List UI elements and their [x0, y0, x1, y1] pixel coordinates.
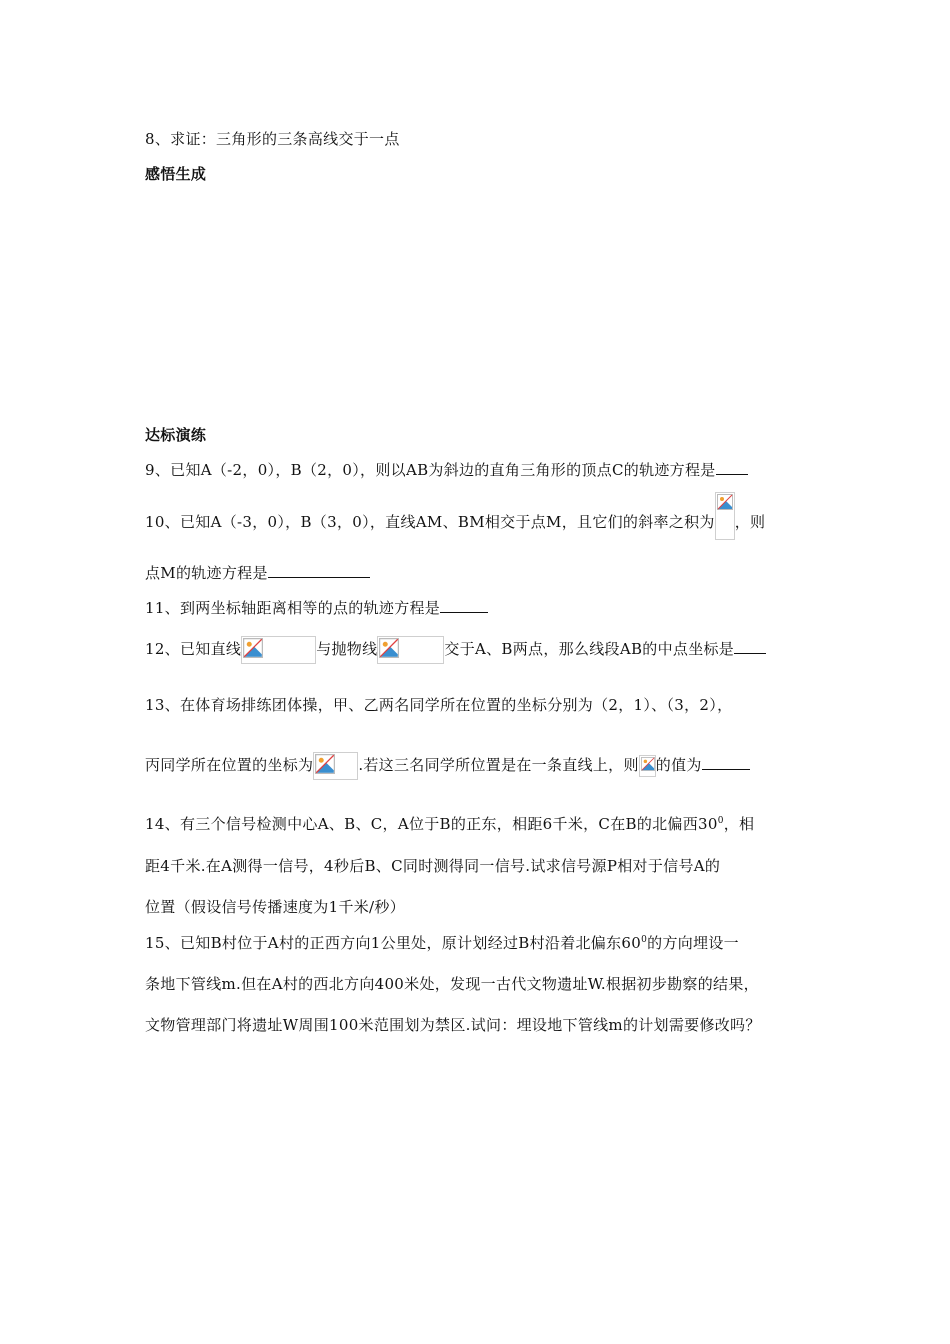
answer-blank: [268, 563, 370, 578]
answer-blank: [734, 639, 766, 654]
formula-image-placeholder: [715, 492, 735, 540]
question-14-line-1: [145, 813, 754, 834]
question-13-continued: [145, 752, 750, 780]
question-11: [145, 597, 488, 618]
question-15-line-3: 文物管理部门将遗址W周围100米范围划为禁区.试问：埋设地下管线m的计划需要修改吗？: [145, 1016, 761, 1034]
question-15-line-2: 条地下管线m.但在A村的西北方向400米处，发现一古代文物遗址W.根据初步勘察的结果，: [145, 975, 759, 993]
question-13-text-d: 的值为: [655, 756, 702, 774]
formula-image-placeholder: [377, 636, 444, 664]
question-9: [145, 459, 748, 480]
question-10-text-c: 点M的轨迹方程是: [145, 564, 268, 582]
question-10-text-b: ，则: [734, 513, 766, 531]
question-8: 8、求证：三角形的三条高线交于一点: [145, 130, 400, 148]
question-14-text-a: 14、有三个信号检测中心A、B、C，A位于B的正东，相距6千米，C在B的北偏西30: [145, 815, 718, 833]
question-14-line-2: 距4千米.在A测得一信号，4秒后B、C同时测得同一信号.试求信号源P相对于信号A的: [145, 857, 721, 875]
question-15-text-a: 15、已知B村位于A村的正西方向1公里处，原计划经过B村沿着北偏东60: [145, 934, 642, 952]
degree-superscript: 0: [717, 816, 724, 826]
question-9-text: 9、已知A（-2，0），B（2，0），则以AB为斜边的直角三角形的顶点C的轨迹方程是: [145, 461, 716, 479]
answer-blank: [440, 598, 488, 613]
answer-blank: [702, 755, 750, 770]
question-10: [145, 506, 765, 540]
answer-blank: [716, 460, 748, 475]
formula-image-placeholder: [313, 752, 358, 780]
question-15-text-b: 的方向埋设一: [647, 934, 739, 952]
question-14-line-3: 位置（假设信号传播速度为1千米/秒）: [145, 898, 405, 916]
question-14-text-b: ，相: [723, 815, 755, 833]
question-13-text-b: 丙同学所在位置的坐标为: [145, 756, 314, 774]
question-10-text-a: 10、已知A（-3，0），B（3，0），直线AM、BM相交于点M，且它们的斜率之积为: [145, 513, 715, 531]
question-13: 13、在体育场排练团体操，甲、乙两名同学所在位置的坐标分别为（2，1）、（3，2），: [145, 696, 733, 714]
question-12-text-a: 12、已知直线: [145, 640, 242, 658]
question-12: [145, 636, 766, 664]
section-heading-reflection: 感悟生成: [145, 165, 207, 183]
degree-superscript: 0: [641, 935, 648, 945]
question-15-line-1: [145, 932, 739, 953]
section-heading-practice: 达标演练: [145, 426, 207, 444]
formula-image-placeholder: [639, 755, 656, 777]
question-11-text: 11、到两坐标轴距离相等的点的轨迹方程是: [145, 599, 441, 617]
question-12-text-b: 与抛物线: [316, 640, 378, 658]
formula-image-placeholder: [241, 636, 316, 664]
question-13-text-c: .若这三名同学所位置是在一条直线上，则: [358, 756, 639, 774]
question-12-text-c: 交于A、B两点，那么线段AB的中点坐标是: [444, 640, 735, 658]
question-10-continued: [145, 562, 370, 583]
